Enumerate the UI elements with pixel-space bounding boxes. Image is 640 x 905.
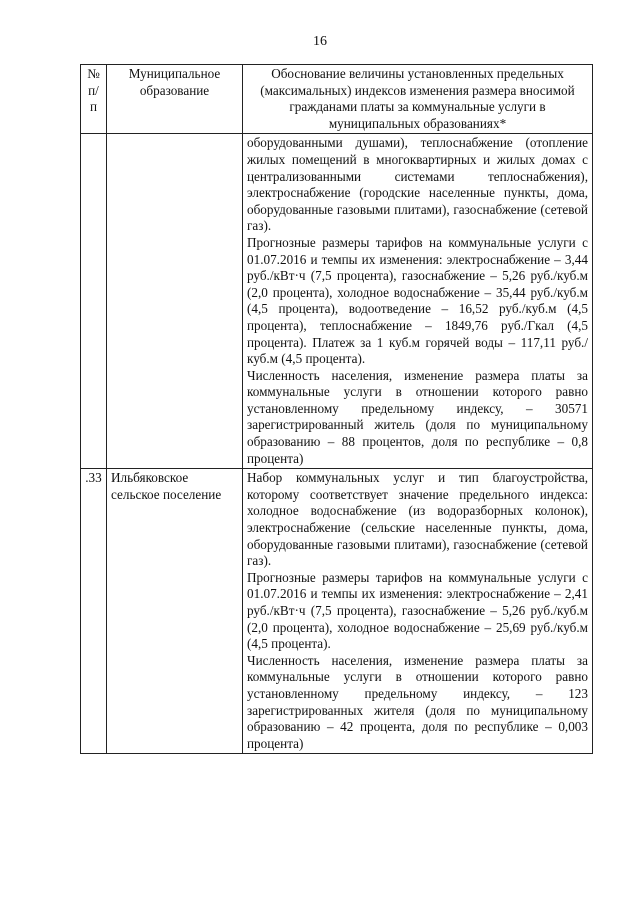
paragraph: Прогнозные размеры тарифов на коммунальные услуги с 01.07.2016 и темпы их изменения: электроснабжение – 3,44 руб./кВт·ч (7,5 процента), газоснабжение – 5,26 руб./куб.м (2,0 процента), холодное водоснабжение – 35,44 руб./куб.м (4,5 процента), водоотведение – 16,52 руб./куб.м (4,5 процента), теплоснабжение – 1849,76 руб./Гкал (4,5 процента). Платеж за 1 куб.м горячей воды – 117,11 руб./куб.м (4,5 процента).	[247, 234, 588, 367]
paragraph: Численность населения, изменение размера платы за коммунальные услуги в отношении которого равно установленному предельному индексу, – 123 зарегистрированных жителя (доля по муниципальному образованию – 42 процента, доля по республике – 0,003 процента)	[247, 652, 588, 751]
page-number: 16	[313, 34, 327, 49]
row-justification	[243, 469, 593, 754]
paragraph: Набор коммунальных услуг и тип благоустройства, которому соответствует значение предельного индекса: холодное водоснабжение (из водоразборных колонок), электроснабжение (сельские населенные пункты, дома, оборудованные газовыми плитами), газоснабжение (сетевой газ).	[247, 470, 588, 569]
paragraph: Численность населения, изменение размера платы за коммунальные услуги в отношении которого равно установленному предельному индексу, – 30571 зарегистрированный житель (доля по муниципальному образованию – 88 процентов, доля по республике – 0,8 процента)	[247, 367, 588, 466]
paragraph: оборудованными душами), теплоснабжение (отопление жилых помещений в многоквартирных и жилых домах с централизованными системами теплоснабжения), электроснабжение (городские населенные пункты, дома, оборудованные газовыми плитами), газоснабжение (сетевой газ).	[247, 135, 588, 234]
header-municipality: Муниципальное образование	[107, 65, 243, 134]
tariff-table	[80, 64, 593, 754]
header-num: № п/п	[81, 65, 107, 134]
header-justification: Обоснование величины установленных предельных (максимальных) индексов изменения размера вносимой гражданами платы за коммунальные услуги в муниципальных образованиях*	[243, 65, 593, 134]
row-num	[81, 134, 107, 469]
row-justification	[243, 134, 593, 469]
row-municipality: Ильбяковское сельское поселение	[107, 469, 243, 754]
row-num: .33	[81, 469, 107, 754]
table-header-row	[81, 65, 593, 134]
row-municipality	[107, 134, 243, 469]
table-row	[81, 469, 593, 754]
paragraph: Прогнозные размеры тарифов на коммунальные услуги с 01.07.2016 и темпы их изменения: электроснабжение – 2,41 руб./кВт·ч (7,5 процента), газоснабжение – 5,26 руб./куб.м (2,0 процента), холодное водоснабжение – 25,69 руб./куб.м (4,5 процента).	[247, 569, 588, 652]
table-row	[81, 134, 593, 469]
